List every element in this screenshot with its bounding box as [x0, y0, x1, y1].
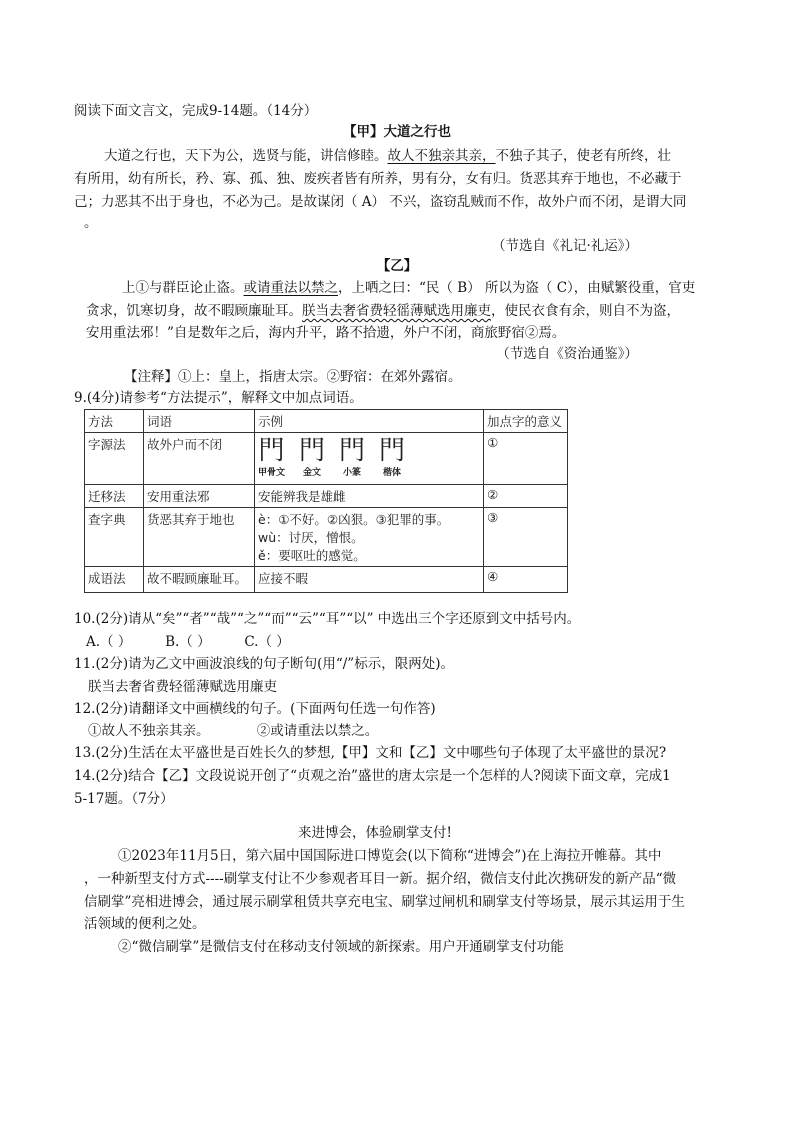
underlined-sentence-2: 或请重法以禁之: [243, 280, 338, 296]
table-header: 方法: [85, 410, 144, 433]
table-cell-answer: ③: [484, 508, 568, 567]
wavy-sentence: 朕当去奢省费轻徭薄赋选用廉吏: [302, 303, 491, 319]
jia-title: 【甲】大道之行也: [343, 124, 451, 140]
glyph-seal: 門 小篆: [339, 436, 366, 478]
method-table: [84, 409, 568, 593]
table-cell-answer: ①: [484, 433, 568, 485]
article-paragraph-1-line3: 信刷掌”亮相进博会，通过展示刷掌租赁共享充电宝、刷掌过闸机和刷掌支付等场景，展示其运用于生: [84, 894, 685, 910]
yi-title: 【乙】: [376, 258, 418, 274]
question-12-options: ①故人不独亲其亲。 ②或请重法以禁之。: [88, 723, 379, 739]
question-9: 9.(4分)请参考“方法提示”，解释文中加点词语。: [74, 390, 363, 406]
article-paragraph-2: ②“微信刷掌”是微信支付在移动支付领域的新探索。用户开通刷掌支付功能: [118, 939, 564, 955]
question-14: 14.(2分)结合【乙】文段说说开创了“贞观之治”盛世的唐太宗是一个怎样的人?阅读下面文章，完成1: [74, 768, 671, 784]
question-11-sentence: 朕当去奢省费轻徭薄赋选用廉吏: [88, 679, 277, 695]
glyph-regular: 門 楷体: [379, 436, 406, 478]
yi-paragraph-line2: 贪求，饥寒切身，故不暇顾廉耻耳。朕当去奢省费轻徭薄赋选用廉吏，使民衣食有余，则自不为盗，: [86, 303, 680, 319]
yi-paragraph-line1: 上①与群臣论止盗。或请重法以禁之，上哂之曰：“民（ B） 所以为盗（ C），由赋繁役重，官吏: [122, 280, 696, 296]
table-cell-method: 成语法: [85, 567, 144, 593]
jia-paragraph-line3: 己；力恶其不出于身也，不必为己。是故谋闭（ A） 不兴，盗窃乱贼而不作，故外户而不闭，是谓大同: [74, 194, 687, 210]
intro-text: 阅读下面文言文，完成9-14题。（14分）: [74, 103, 318, 119]
yi-paragraph-line3: 安用重法邪！”自是数年之后，海内升平，路不拾遗，外户不闭，商旅野宿②焉。: [86, 325, 566, 341]
yi-note: 【注释】①上：皇上，指唐太宗。②野宿：在郊外露宿。: [124, 369, 462, 385]
question-14-continued: 5-17题。（7分）: [74, 791, 174, 807]
article-paragraph-1-line1: ①2023年11月5日，第六届中国国际进口博览会(以下简称“进博会”)在上海拉开帷幕。其中: [118, 848, 662, 864]
table-header: 示例: [255, 410, 484, 433]
dict-line: è：①不好。②凶狠。③犯罪的事。: [258, 512, 450, 527]
table-cell-word: 故不暇顾廉耻耳。: [144, 567, 255, 593]
question-10-options: A.（ ） B.（ ） C.（ ）: [86, 634, 290, 650]
table-cell-method: 查字典: [85, 508, 144, 567]
glyph-bronze: 門 金文: [299, 436, 326, 478]
glyph-oracle: 門 甲骨文: [258, 436, 286, 478]
dict-line: wù：讨厌，憎恨。: [258, 530, 364, 545]
table-cell-word: 安用重法邪: [144, 485, 255, 508]
table-cell-answer: ④: [484, 567, 568, 593]
question-11: 11.(2分)请为乙文中画波浪线的句子断句(用“/”标示，限两处)。: [74, 656, 454, 672]
table-header-row: [85, 410, 568, 433]
table-header: 加点字的意义: [484, 410, 568, 433]
table-row: [85, 433, 568, 485]
jia-paragraph-line1: 大道之行也，天下为公，选贤与能，讲信修睦。故人不独亲其亲，不独子其子，使老有所终，壮: [104, 148, 671, 164]
table-row: [85, 567, 568, 593]
table-cell-example: 应接不暇: [255, 567, 484, 593]
jia-paragraph-line2: 有所用，幼有所长，矜、寡、孤、独、废疾者皆有所养，男有分，女有归。货恶其弃于地也，不必藏于: [74, 171, 682, 187]
article-title: 来进博会，体验刷掌支付!: [298, 825, 452, 841]
underlined-sentence-1: 故人不独亲其亲，: [387, 148, 496, 164]
table-header: 词语: [144, 410, 255, 433]
article-paragraph-1-line4: 活领域的便利之处。: [84, 916, 206, 932]
question-10: 10.(2分)请从“矣”“者”“哉”“之”“而”“云”“耳”“以” 中选出三个字还原到文中括号内。: [74, 611, 581, 627]
table-cell-method: 迁移法: [85, 485, 144, 508]
jia-paragraph-line4: 。: [84, 215, 98, 231]
yi-source: （节选自《资治通鉴》）: [496, 346, 638, 362]
article-paragraph-1-line2: ，一种新型支付方式----刷掌支付让不少参观者耳目一新。据介绍，微信支付此次携研发的新产品“微: [84, 871, 677, 887]
table-cell-example: 安能辨我是雄雌: [255, 485, 484, 508]
dict-line: ě：要呕吐的感觉。: [258, 548, 366, 563]
table-cell-method: 字源法: [85, 433, 144, 485]
table-cell-example: [255, 508, 484, 567]
table-row: [85, 485, 568, 508]
question-13: 13.(2分)生活在太平盛世是百姓长久的梦想,【甲】文和【乙】文中哪些句子体现了太平盛世的景况?: [74, 745, 667, 761]
table-cell-word: 故外户而不闭: [144, 433, 255, 485]
table-row: [85, 508, 568, 567]
glyph-examples: [258, 437, 480, 478]
table-cell-answer: ②: [484, 485, 568, 508]
table-cell-example: [255, 433, 484, 485]
table-cell-word: 货恶其弃于地也: [144, 508, 255, 567]
jia-source: （节选自《礼记·礼运》）: [491, 238, 638, 254]
question-12: 12.(2分)请翻译文中画横线的句子。(下面两句任选一句作答): [74, 701, 436, 717]
